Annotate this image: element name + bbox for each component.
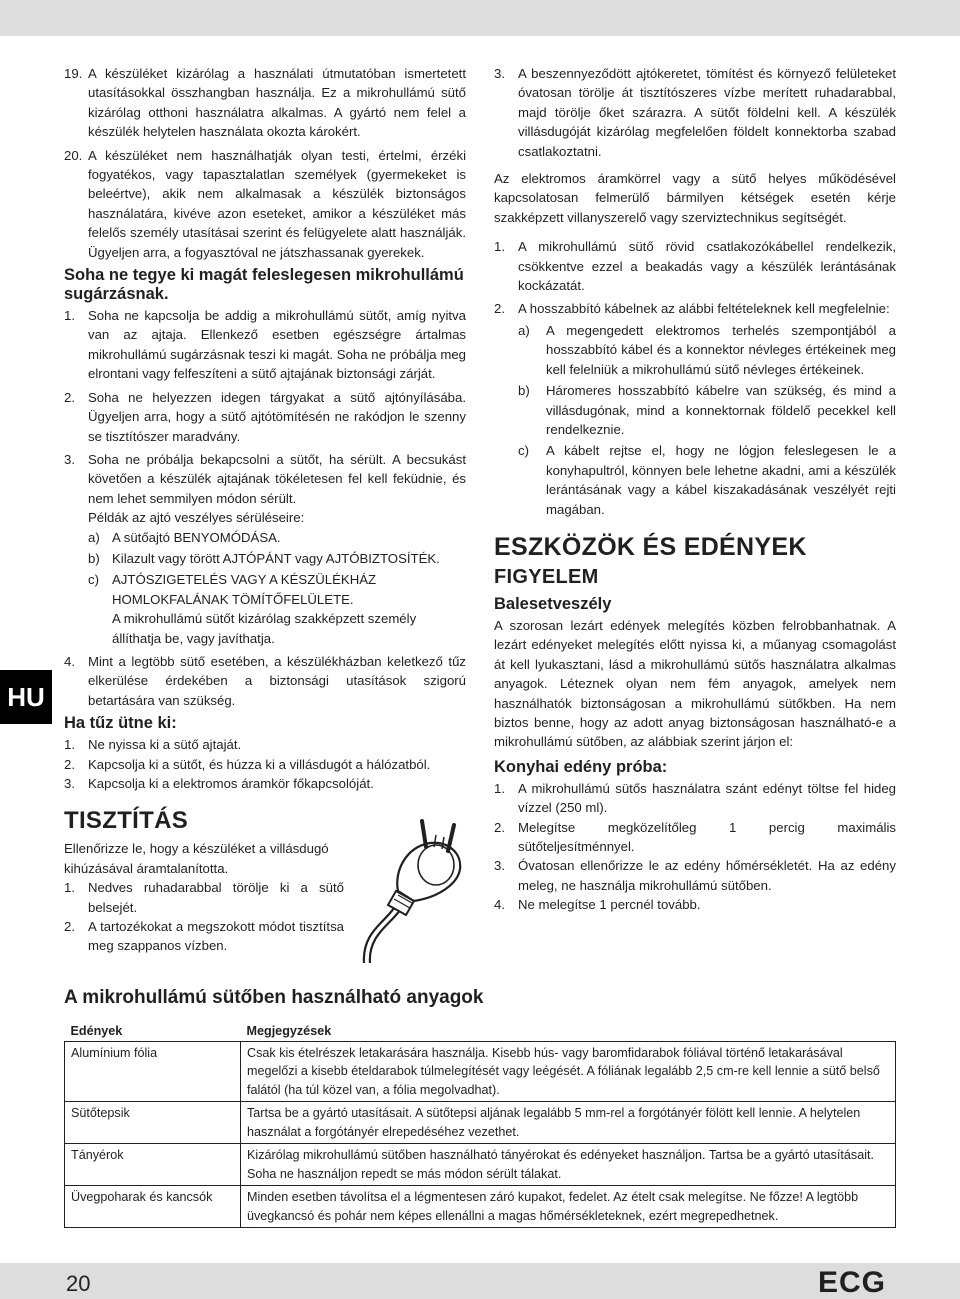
item-text: A készüléket kizárólag a használati útmutatóban ismertetett utasításokkal összhangban használja. Ez a mikrohullámú sütő kizárólag otthoni használatra alkalmas. A gyártó nem felel a készülék helytelen használata okozta károkért. — [88, 66, 466, 140]
item-number: 1. — [494, 780, 505, 796]
material-note: Kizárólag mikrohullámú sütőben használható tányérokat és edényeket használjon. Tartsa be a gyártó utasításait. Soha ne használjon repedt se más módon sérült tálakat. — [241, 1144, 896, 1186]
material-name: Alumínium fólia — [65, 1041, 241, 1102]
tisztitas-section — [64, 807, 466, 955]
sub-text: A sütőajtó BENYOMÓDÁSA. — [112, 529, 281, 545]
item-number: 3. — [64, 451, 75, 467]
bottom-band — [0, 1263, 960, 1299]
item-text: A készüléket nem használhatják olyan testi, értelmi, érzéki fogyatékos, vagy tapasztalatlan személyek (gyermekeket is beleértve), akik nem alkalmasak a készülék biztonságos használatára, kivéve azon eseteket, amikor a készüléket más felelős személy utasításai szerint és felügyelete alatt használják. Ügyeljen arra, a fogyasztóval ne játszhassanak gyerekek. — [88, 147, 466, 260]
item-number: 20. — [64, 147, 83, 163]
pelda-intro: Példák az ajtó veszélyes sérüléseire: — [88, 510, 305, 526]
sub-text: A kábelt rejtse el, hogy ne lógjon feleslegesen le a konyhapultról, könnyen bele lehetne akadni, ami a készülék lerántásának vagy a kábel kiszakadásának veszélyét rejti magában. — [546, 443, 896, 517]
sub-letter: c) — [518, 443, 529, 459]
col-header-edenyek: Edények — [70, 1024, 123, 1038]
list-item — [64, 774, 466, 793]
material-name: Sütőtepsik — [65, 1102, 241, 1144]
heading-tisztitas: TISZTÍTÁS — [64, 807, 189, 835]
table-row — [65, 1186, 896, 1228]
material-name: Üvegpoharak és kancsók — [65, 1186, 241, 1228]
item-text: Ne nyissa ki a sütő ajtaját. — [88, 737, 242, 753]
heading-tuz: Ha tűz ütne ki: — [64, 714, 177, 733]
sub-item — [64, 528, 466, 547]
sub-letter: a) — [88, 529, 100, 545]
item-text: A beszennyeződött ajtókeretet, tömítést és környező felületeket óvatosan törölje át tisztítószeres vízbe merített ruhadarabbal, majd törölje őket szárazra. A sütőt földelni kell. A készülék villásdugóját kizárólag megfelelően földelt konnektorba szabad csatlakoztatni. — [518, 66, 896, 159]
list-item-20 — [64, 146, 466, 262]
list-item — [494, 895, 896, 914]
item-number: 2. — [494, 819, 505, 835]
item-text: Kapcsolja ki a elektromos áramkör főkapcsolóját. — [88, 776, 374, 791]
item-text: Kapcsolja ki a sütőt, és húzza ki a villásdugót a hálózatból. — [88, 756, 431, 772]
top-band — [0, 0, 960, 36]
sub-text: Háromeres hosszabbító kábelre van szükség, és mind a villásdugónak, mind a konnektornak földelő pecekkel kell rendelkeznie. — [546, 383, 896, 437]
para-elektromos: Az elektromos áramkörrel vagy a sütő helyes működésével kapcsolatosan felmerülő bármilyen kétségek esetén kérje szakképzett villanyszerelő vagy szerviztechnikus segítségét. — [494, 171, 896, 225]
material-note: Minden esetben távolítsa el a légmentesen záró kupakot, fedelet. Az ételt csak melegítse. Ne főzze! A legtöbb üvegkancsó és pohár nem képes ellenállni a magas hőmérsékleteknek, ezért megrepedhetnek. — [241, 1186, 896, 1228]
sub-text: Kilazult vagy törött AJTÓPÁNT vagy AJTÓBIZTOSÍTÉK. — [112, 550, 440, 566]
language-tab: HU — [0, 670, 52, 724]
item-text: Soha ne helyezzen idegen tárgyakat a sütő ajtónyílásába. Ügyeljen arra, hogy a sütő ajtótömítésén ne rakódjon le szenny se tisztítószer maradvány. — [88, 389, 466, 444]
table-row — [65, 1102, 896, 1144]
list-item-19 — [64, 64, 466, 142]
list-item — [64, 388, 466, 446]
sub-letter: b) — [88, 550, 100, 566]
sub-text: A megengedett elektromos terhelés szempontjából a hosszabbító kábel és a konnektor névleges értékeinek meg kell felelniük a mikrohullámú sütő névleges értékeinek. — [546, 322, 896, 377]
list-item — [64, 917, 344, 956]
sub-item — [64, 549, 466, 568]
left-column — [64, 64, 466, 956]
item-text: A mikrohullámú sütő rövid csatlakozókábellel rendelkezik, csökkentve ezzel a beakadás vagy a készülék lerántásának kockázatát. — [518, 239, 896, 294]
heading-figyelem: FIGYELEM — [494, 565, 599, 588]
item-number: 2. — [64, 389, 75, 405]
sub-letter: b) — [518, 383, 530, 399]
material-note: Tartsa be a gyártó utasításait. A sütőtepsi aljának legalább 5 mm-rel a forgótányér fölött kell lennie. A helytelen használat a forgótányér elrepedéséhez vezethet. — [241, 1102, 896, 1144]
item-number: 2. — [64, 756, 75, 772]
item-number: 3. — [494, 858, 505, 874]
item-text: A hosszabbító kábelnek az alábbi feltételeknek kell megfelelnie: — [518, 301, 890, 317]
tisztitas-intro: Ellenőrizze le, hogy a készüléket a villásdugó kihúzásával áramtalanította. — [64, 841, 329, 876]
item-number: 1. — [64, 308, 75, 324]
sub-item — [494, 381, 896, 439]
item-text: A mikrohullámú sütős használatra szánt edényt töltse fel hideg vízzel (250 ml). — [518, 780, 896, 816]
table-row — [65, 1144, 896, 1186]
item-text: Mint a legtöbb sütő esetében, a készülékházban keletkező tűz elkerülése érdekében a biztonsági utasítások szigorú betartására van szükség. — [88, 653, 466, 708]
list-item-3 — [494, 64, 896, 161]
item-text: Melegítse megközelítőleg 1 percig maximális sütőteljesítménnyel. — [518, 819, 896, 854]
col-header-megjegyzesek: Megjegyzések — [246, 1024, 332, 1038]
sub-item — [494, 321, 896, 379]
material-note: Csak kis ételrészek letakarására használja. Kisebb hús- vagy baromfidarabok fóliával történő letakarásával megelőzi a kisebb ételdarabok túlmelegítését vagy leégését. A fóliának legalább 2,5 cm-re kell lennie a sütő belső falától (ha túl közel van, a fólia megolvadhat). — [241, 1041, 896, 1102]
list-item — [494, 856, 896, 895]
list-item — [494, 818, 896, 857]
baleset-text: A szorosan lezárt edények melegítés közben felrobbanhatnak. A lezárt edényeket melegítés előtt nyissa ki, a műanyag csomagolást át kell lyukasztani, lásd a mikrohullámú sütős használatra alkalmas anyagok. Léteznek olyan nem fém anyagok, amelyek nem használhatók biztonságosan a mikrohullámú sütőkben. Ha nem biztos benne, hogy az adott anyag biztonságosan használható-e a mikrohullámú sütőben, az alábbiak szerint járjon el: — [494, 617, 896, 750]
sub-letter: a) — [518, 322, 530, 338]
sub-letter: c) — [88, 572, 99, 588]
item-number: 4. — [64, 653, 75, 669]
list-item — [64, 306, 466, 384]
item-text: Soha ne kapcsolja be addig a mikrohullámú sütőt, amíg nyitva van az ajtaja. Ellenkező esetben egészségre ártalmas mikrohullámú sugárzásnak teszi ki magát. Soha ne próbálja meg elrontani vagy felfeszíteni a sütő ajtajának biztonsági zárját. — [88, 308, 466, 382]
page-number: 20 — [66, 1271, 91, 1296]
heading-baleset: Balesetveszély — [494, 594, 612, 613]
item-number: 3. — [494, 66, 505, 81]
list-item — [64, 755, 466, 774]
item-text: Nedves ruhadarabbal törölje ki a sütő belsejét. — [88, 880, 344, 915]
heading-konyhai: Konyhai edény próba: — [494, 757, 668, 776]
pelda-note: A mikrohullámú sütőt kizárólag szakképzett személy állíthatja be, vagy javíthatja. — [112, 611, 417, 646]
list-item — [64, 735, 466, 754]
item-number: 4. — [494, 897, 505, 913]
item-text: Soha ne próbálja bekapcsolni a sütőt, ha sérült. A becsukást követően a készülék ajtajának tökéletesen fel kell feküdnie, és nem lehet semmilyen módon sérült. — [88, 451, 466, 506]
item-text: Óvatosan ellenőrizze le az edény hőmérsékletét. Ha az edény meleg, ne használja mikrohullámú sütőben. — [518, 858, 896, 893]
right-column — [494, 64, 896, 915]
table-row — [65, 1041, 896, 1102]
list-item — [494, 779, 896, 818]
list-item — [494, 237, 896, 295]
item-number: 2. — [494, 301, 505, 317]
heading-eszkozok: ESZKÖZÖK ÉS EDÉNYEK — [494, 532, 807, 561]
heading-soha: Soha ne tegye ki magát feleslegesen mikrohullámú sugárzásnak. — [64, 266, 464, 304]
power-plug-icon — [344, 813, 474, 963]
sub-item — [494, 441, 896, 519]
list-item — [64, 878, 344, 917]
materials-title: A mikrohullámú sütőben használható anyagok — [64, 987, 484, 1008]
item-number: 2. — [64, 919, 75, 935]
item-number: 1. — [64, 737, 75, 753]
list-item — [64, 450, 466, 508]
item-number: 19. — [64, 66, 83, 81]
item-number: 1. — [494, 239, 505, 255]
material-name: Tányérok — [65, 1144, 241, 1186]
list-item-4 — [64, 652, 466, 710]
sub-item — [64, 570, 466, 609]
item-number: 1. — [64, 880, 75, 896]
brand-logo: ECG — [818, 1266, 887, 1299]
item-text: Ne melegítse 1 percnél tovább. — [518, 897, 701, 913]
item-text: A tartozékokat a megszokott módot tisztítsa meg szappanos vízben. — [88, 919, 344, 954]
sub-text: AJTÓSZIGETELÉS VAGY A KÉSZÜLÉKHÁZ HOMLOKFALÁNAK TÖMÍTŐFELÜLETE. — [112, 572, 377, 607]
materials-table — [64, 1020, 896, 1228]
item-number: 3. — [64, 776, 75, 791]
list-item — [494, 299, 896, 318]
table-header-row — [65, 1020, 896, 1041]
